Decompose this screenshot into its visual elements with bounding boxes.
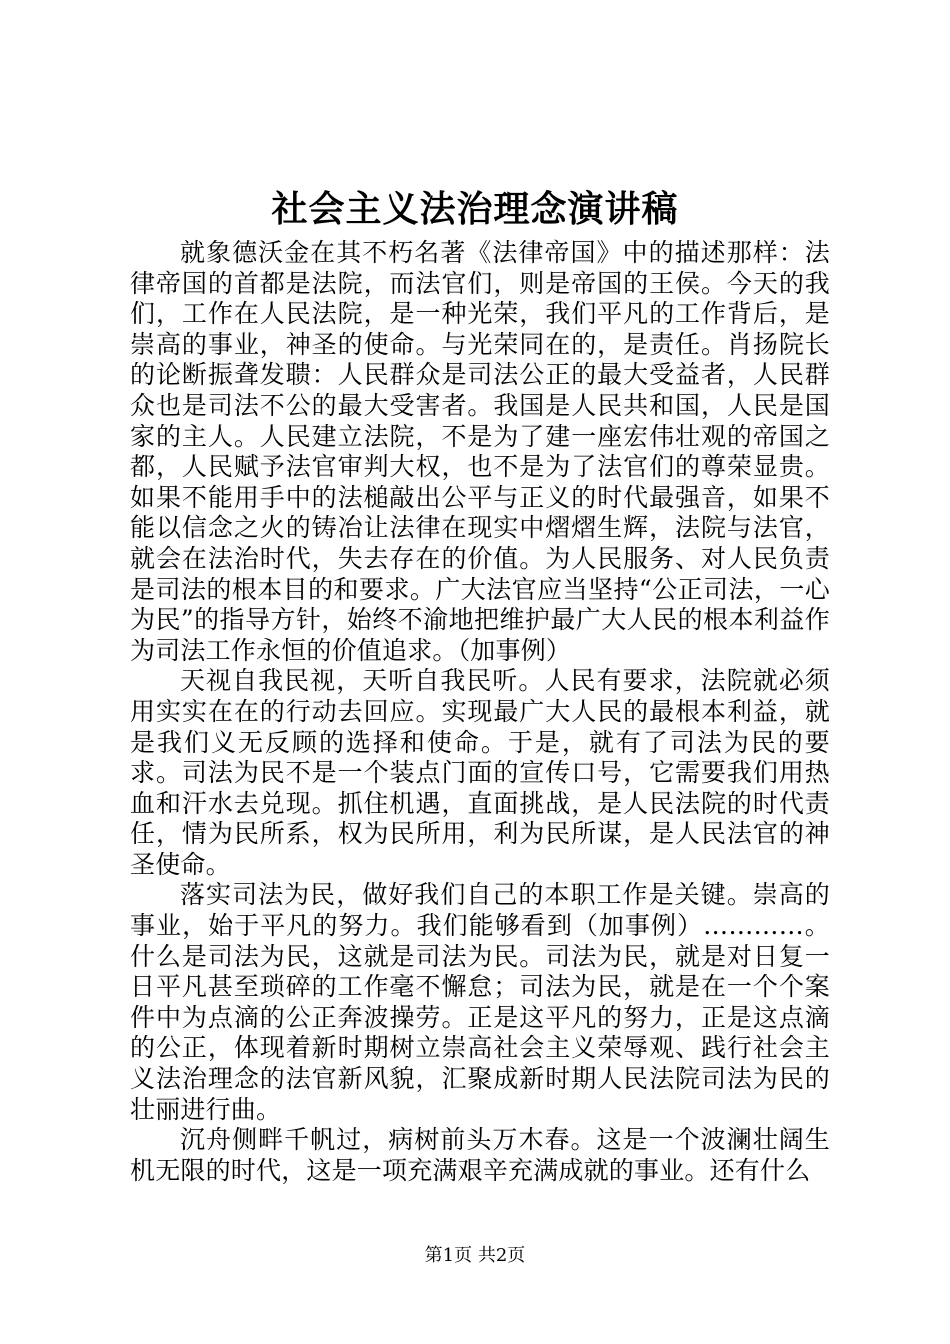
paragraph: 就象德沃金在其不朽名著《法律帝国》中的描述那样：法律帝国的首都是法院，而法官们，则是帝国的王侯。今天的我们，工作在人民法院，是一种光荣，我们平凡的工作背后，是崇高的事业，神圣的使命。与光荣同在的，是责任。肖扬院长的论断振聋发聩：人民群众是司法公正的最大受益者，人民群众也是司法不公的最大受害者。我国是人民共和国，人民是国家的主人。人民建立法院，不是为了建一座宏伟壮观的帝国之都，人民赋予法官审判大权，也不是为了法官们的尊荣显贵。如果不能用手中的法槌敲出公平与正义的时代最强音，如果不能以信念之火的铸冶让法律在现实中熠熠生辉，法院与法官，就会在法治时代，失去存在的价值。为人民服务、对人民负责是司法的根本目的和要求。广大法官应当坚持“公正司法，一心为民”的指导方针，始终不渝地把维护最广大人民的根本利益作为司法工作永恒的价值追求。（加事例） <box>130 238 830 665</box>
document-title: 社会主义法治理念演讲稿 <box>271 189 679 230</box>
document-body <box>130 238 830 1186</box>
paragraph: 落实司法为民，做好我们自己的本职工作是关键。崇高的事业，始于平凡的努力。我们能够看到（加事例）…………。什么是司法为民，这就是司法为民。司法为民，就是对日复一日平凡甚至琐碎的工作毫不懈怠；司法为民，就是在一个个案件中为点滴的公正奔波操劳。正是这平凡的努力，正是这点滴的公正，体现着新时期树立崇高社会主义荣辱观、践行社会主义法治理念的法官新风貌，汇聚成新时期人民法院司法为民的壮丽进行曲。 <box>130 880 830 1124</box>
page-number-footer: 第1页 共2页 <box>424 1245 526 1266</box>
paragraph: 天视自我民视，天听自我民听。人民有要求，法院就必须用实实在在的行动去回应。实现最广大人民的最根本利益，就是我们义无反顾的选择和使命。于是，就有了司法为民的要求。司法为民不是一个装点门面的宣传口号，它需要我们用热血和汗水去兑现。抓住机遇，直面挑战，是人民法院的时代责任，情为民所系，权为民所用，利为民所谋，是人民法官的神圣使命。 <box>130 666 830 879</box>
paragraph: 沉舟侧畔千帆过，病树前头万木春。这是一个波澜壮阔生机无限的时代，这是一项充满艰辛充满成就的事业。还有什么 <box>130 1125 830 1185</box>
